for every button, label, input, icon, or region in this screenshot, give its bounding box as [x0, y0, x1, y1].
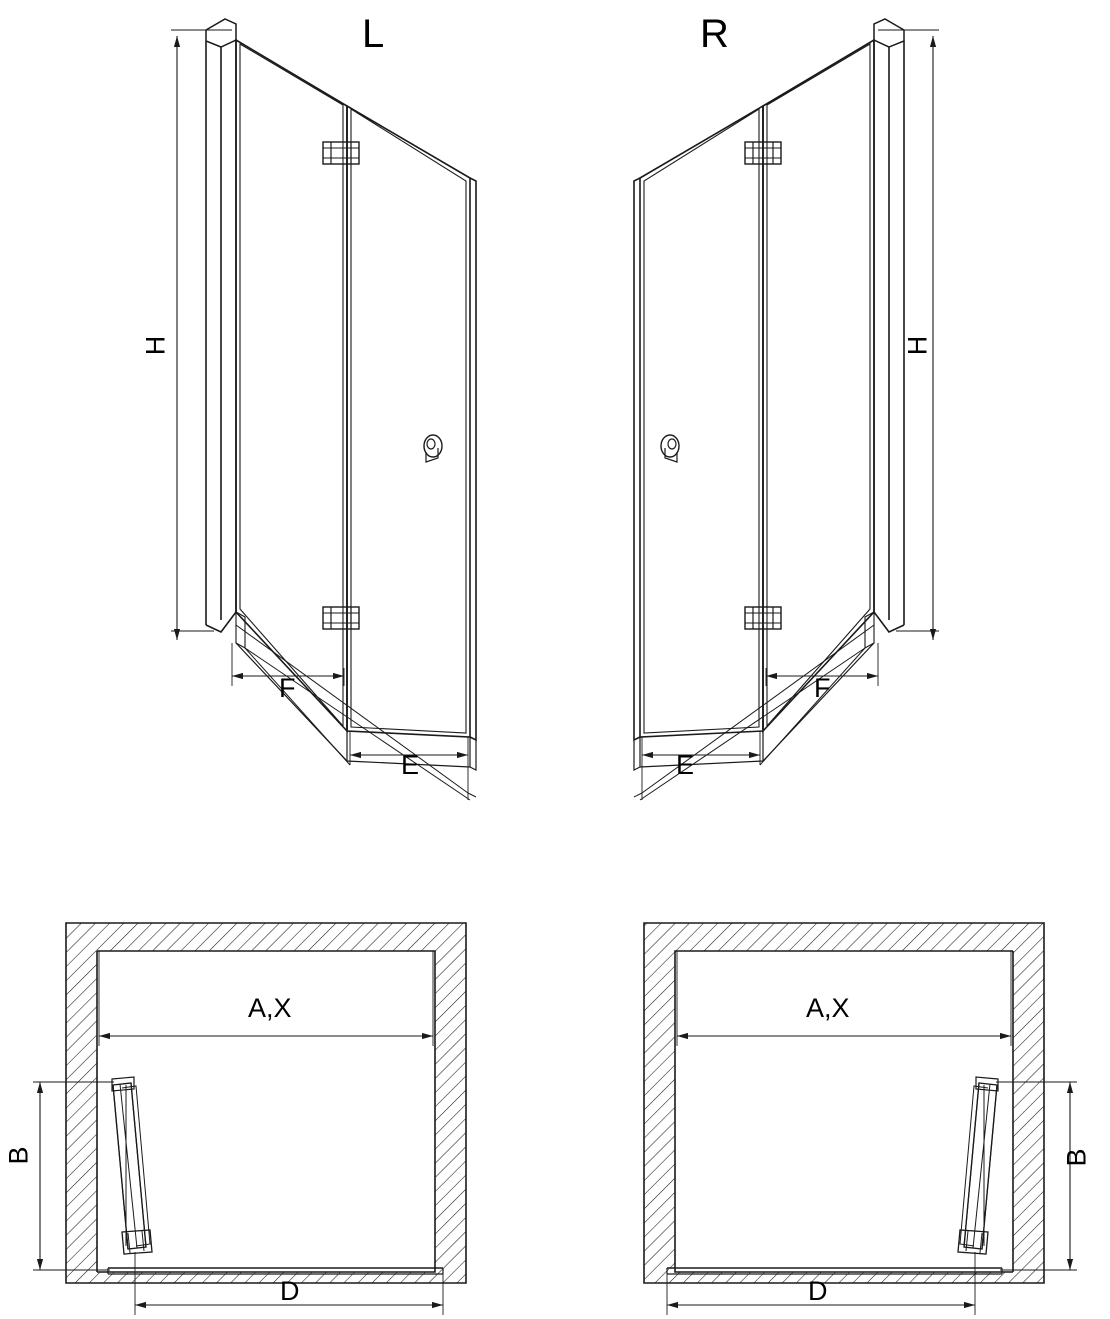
elevation-right-view — [634, 19, 939, 800]
dim-label-ax-right: A,X — [806, 993, 850, 1023]
dim-label-h-right: H — [902, 335, 933, 356]
dim-label-d-left: D — [280, 1276, 300, 1306]
dim-h-left — [171, 30, 232, 640]
dim-label-ax-left: A,X — [248, 993, 292, 1023]
dim-label-h-left: H — [140, 335, 171, 356]
door-knob-left — [424, 435, 442, 462]
dim-label-e-right: E — [676, 750, 695, 780]
hinge-top-left — [323, 142, 359, 164]
elevation-left-view — [171, 19, 476, 800]
door-knob-right — [661, 435, 679, 462]
variant-label-right: R — [700, 12, 730, 56]
dim-label-e-left: E — [401, 750, 420, 780]
variant-label-left: L — [362, 12, 386, 56]
plan-right-view — [644, 923, 1077, 1315]
dim-label-f-right: F — [814, 673, 831, 703]
dim-label-d-right: D — [808, 1276, 828, 1306]
dim-label-b-right: B — [1061, 1148, 1092, 1167]
dim-label-b-left: B — [3, 1146, 34, 1165]
dim-label-f-left: F — [279, 673, 296, 703]
hinge-bottom-left — [323, 607, 359, 629]
plan-left-view — [33, 923, 466, 1315]
